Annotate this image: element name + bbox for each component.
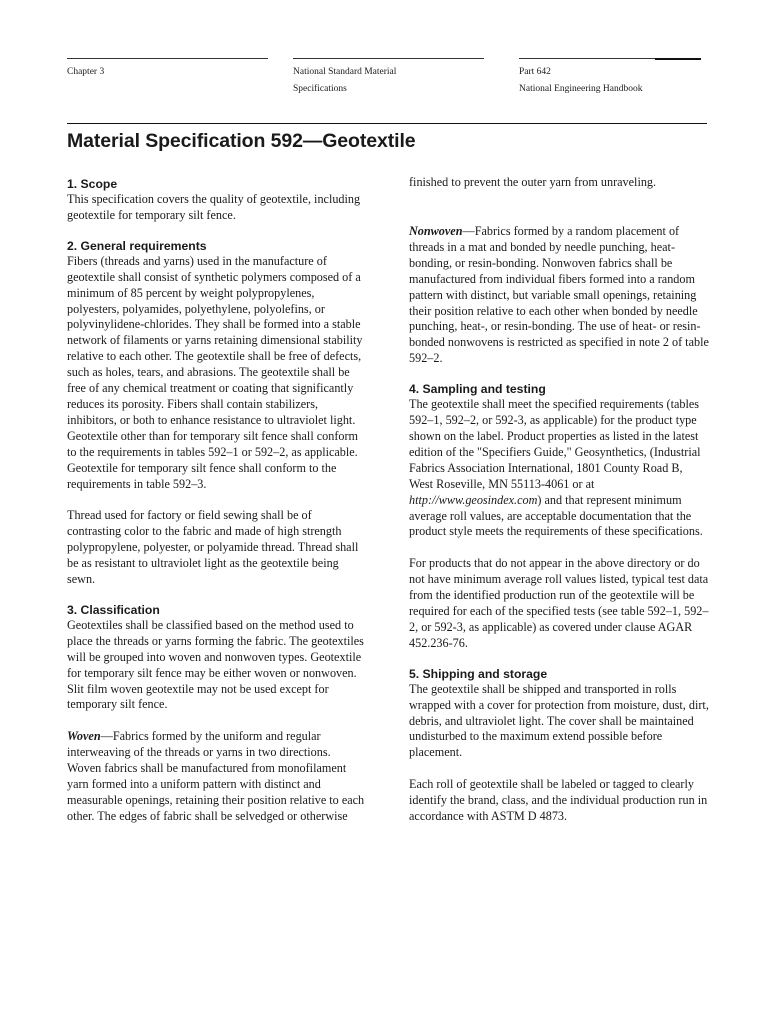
sampling-heading: 4. Sampling and testing (409, 382, 546, 397)
header-rule-right-accent (655, 58, 701, 60)
header-part-line1: Part 642 (519, 67, 551, 77)
title-rule (67, 123, 707, 124)
sampling-paragraph-1 (409, 397, 709, 540)
shipping-paragraph-1: The geotextile shall be shipped and transported in rolls wrapped with a cover for protection from moisture, dust, dirt, debris, and ultraviolet light. The cover shall be maintained undisturbed to the maximum extend possible before placement. (409, 681, 709, 760)
classification-heading: 3. Classification (67, 602, 160, 617)
woven-continuation-window (409, 176, 709, 208)
header-section-title (293, 64, 396, 98)
sampling-paragraph-2: For products that do not appear in the above directory or do not have minimum average roll values listed, typical test data from the identified production run of the geotextile will be required for each of the specified tests (see table 592–1, 592–2, or 592-3, as applicable) as covered under clause AGAR 452.236-76. (409, 556, 709, 650)
nonwoven-term: Nonwoven (409, 224, 463, 238)
woven-definition-continued (409, 176, 709, 191)
scope-body: This specification covers the quality of geotextile, including geotextile for temporary silt fence. (67, 192, 361, 222)
shipping-paragraph-2: Each roll of geotextile shall be labeled or tagged to clearly identify the brand, class, and the individual production run in accordance with ASTM D 4873. (409, 777, 708, 824)
nonwoven-definition (409, 224, 709, 367)
header-section-line2: Specifications (293, 84, 347, 94)
right-column (409, 176, 709, 825)
left-column (67, 176, 367, 824)
classification-paragraph: Geotextiles shall be classified based on the method used to place the threads or yarns forming the fabric. The geotextiles will be grouped into woven and nonwoven types. Geotextile for temporary silt fence may be either woven or nonwoven. Slit film woven geotextile may not be used except for temporary silt fence. (67, 617, 364, 712)
header-part (519, 64, 642, 98)
scope-heading: 1. Scope (67, 177, 118, 191)
general-heading: 2. General requirements (67, 238, 207, 253)
shipping-heading: 5. Shipping and storage (409, 666, 548, 681)
geosindex-link[interactable]: http://www.geosindex.com (409, 492, 538, 507)
sampling-text-before-link: The geotextile shall meet the specified requirements (tables 592–1, 592–2, or 592-3, as applicable) for the product type shown on the label. Product properties as listed in the latest edition of the "Specifiers Guide," Geosynthetics, (Industrial Fabrics Association International, 1801 County Road B, West Roseville, MN 55113-4061 or at (409, 397, 701, 491)
header-section-line1: National Standard Material (293, 67, 397, 77)
woven-term: Woven (67, 729, 101, 744)
sampling-text-after-link: ) and that represent minimum average roll values, are acceptable documentation that the product style meets the requirements of these specifications. (409, 492, 703, 539)
header-rule-left (67, 58, 268, 59)
header-rule-middle (293, 58, 484, 59)
general-paragraph-1: Fibers (threads and yarns) used in the manufacture of geotextile shall consist of synthetic polymers composed of a minimum of 85 percent by weight polypropylenes, polyesters, polyamides, polyethylene, polyolefins, or polyvinylidene-chlorides. They shall be formed into a stable network of filaments or yarns retaining dimensional stability relative to each other. The geotextile shall be free of defects, such as holes, tears, and abrasions. The geotextile shall be free of any chemical treatment or coating that significantly reduces its porosity. Fibers shall contain stabilizers, inhibitors, or both to enhance resistance to ultraviolet light. Geotextile other than for temporary silt fence shall conform to the requirements in tables 592–1 or 592–2, as applicable. Geotextile for temporary silt fence shall conform to the requirements in table 592–3. (67, 253, 363, 491)
woven-definition (67, 729, 367, 824)
nonwoven-body: —Fabrics formed by a random placement of threads in a mat and bonded by needle punching, heat-bonding, or resin-bonding. Nonwoven fabrics shall be manufactured from individual fibers formed into a random pattern with distinct, but variable small openings, retaining their position relative to each other when bonded by needle punching, heat-, or resin-bonding. The use of heat- or resin-bonded nonwovens is restricted as specified in note 2 of table 592–2. (409, 224, 709, 366)
woven-body-continued: finished to prevent the outer yarn from unraveling. (409, 176, 657, 190)
woven-body: —Fabrics formed by the uniform and regular interweaving of the threads or yarns in two directions. Woven fabrics shall be manufactured from monofilament yarn formed into a uniform pattern with distinct and measurable openings, retaining their position relative to each other. The edges of fabric shall be selvedged or otherwise (67, 729, 365, 823)
page-title: Material Specification 592—Geotextile (67, 130, 416, 152)
header-part-line2: National Engineering Handbook (519, 84, 643, 94)
header-chapter: Chapter 3 (67, 67, 105, 77)
general-paragraph-2: Thread used for factory or field sewing shall be of contrasting color to the fabric and made of high strength polypropylene, polyester, or polyamide thread. Thread shall be as resistant to ultraviolet light as the geotextile being sewn. (67, 508, 359, 587)
woven-continuation (409, 176, 709, 191)
